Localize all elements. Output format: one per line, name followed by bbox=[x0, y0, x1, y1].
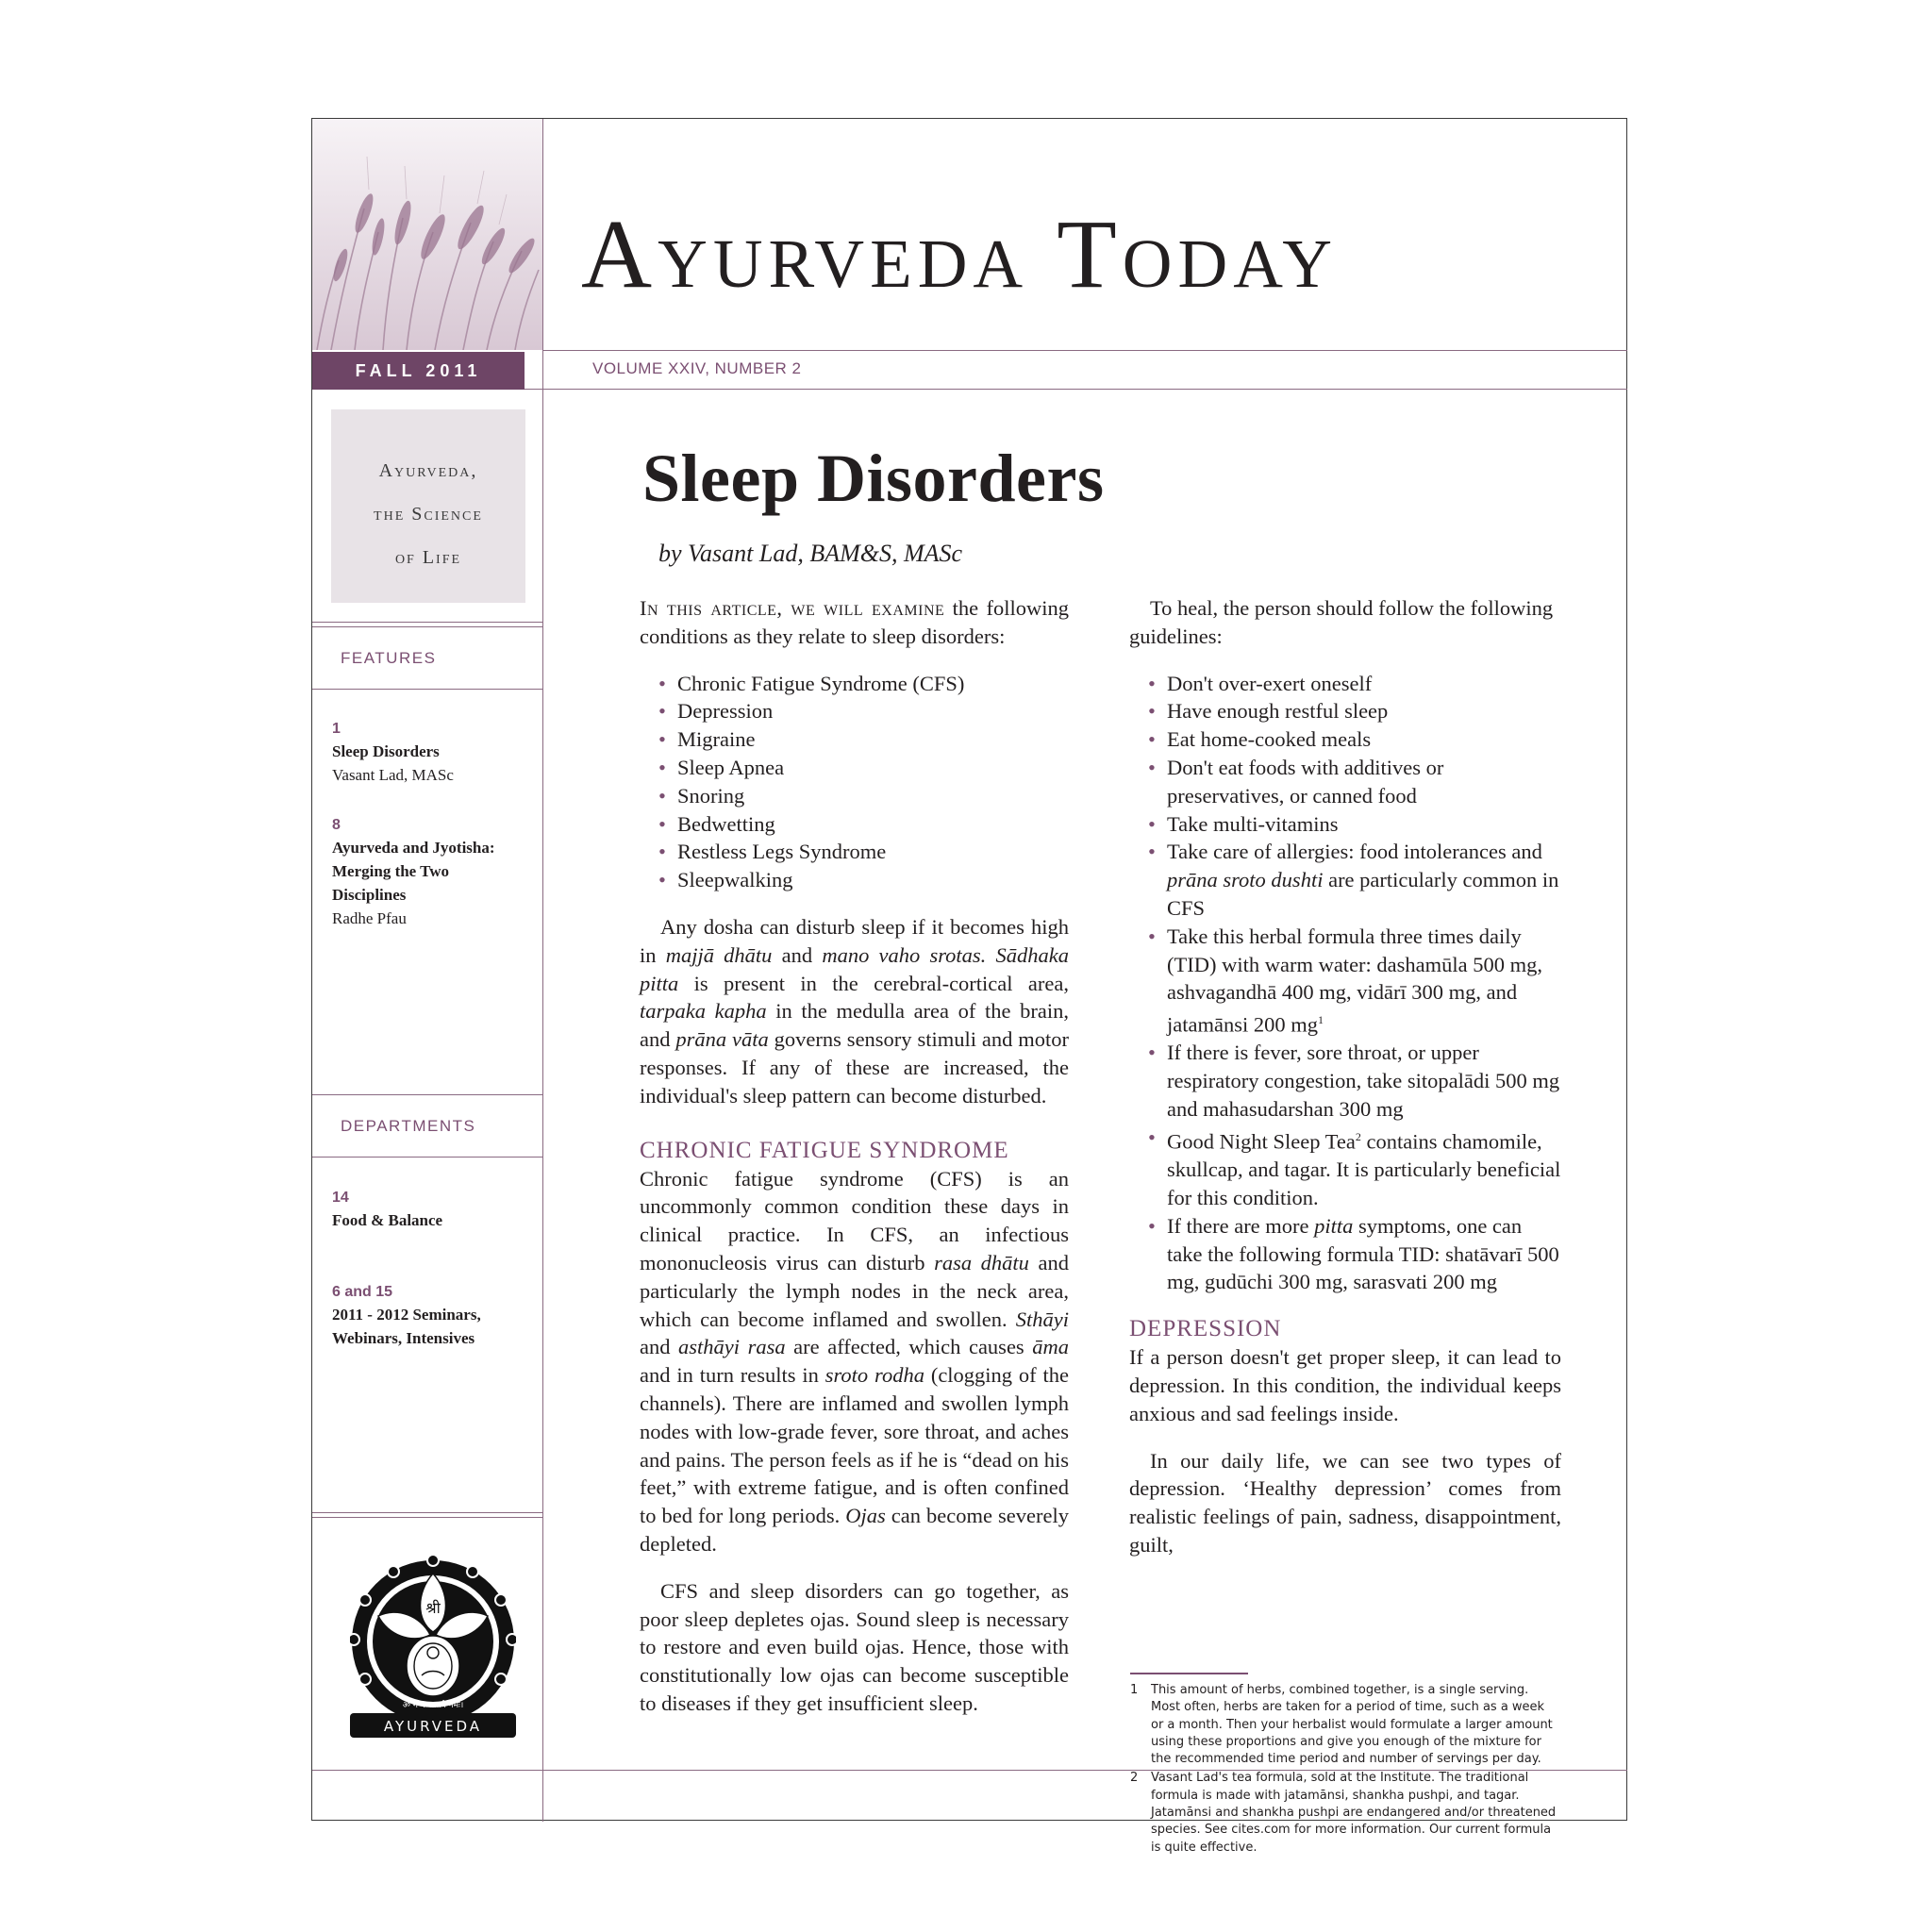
list-item: • If there is fever, sore throat, or upper respiratory congestion, take sitopalādi 500 mg and mahasudarshan 300 mg bbox=[1148, 1041, 1560, 1122]
depression-paragraph-1: If a person doesn't get proper sleep, it can lead to depression. In this condition, the individual keeps anxious and sad feelings inside. bbox=[1129, 1345, 1561, 1425]
article-title: Sleep Disorders bbox=[642, 441, 1105, 516]
tagline-line: of Life bbox=[394, 547, 462, 568]
section-heading-cfs: CHRONIC FATIGUE SYNDROME bbox=[640, 1137, 1009, 1163]
list-item: • Sleep Apnea bbox=[658, 755, 785, 779]
lotus-emblem-icon bbox=[350, 1555, 516, 1743]
list-item: • Bedwetting bbox=[658, 811, 775, 836]
toc-item-seminars[interactable] bbox=[332, 1282, 521, 1350]
cfs-paragraph-2: CFS and sleep disorders can go together, as poor sleep depletes ojas. Sound sleep is necessary to restore and even build ojas. Hence, those with constitutionally low ojas can become susceptible to diseases if they get insufficient sleep. bbox=[640, 1578, 1069, 1715]
footnote: 2 Vasant Lad's tea formula, sold at the Institute. The traditional formula is made with jatamānsi, shankha pushpi, and tagar. Jatamānsi and shankha pushpi are endangered and/or threatened species. See cites.com for more information. Our current formula is quite effective. bbox=[1130, 1771, 1557, 1855]
sidebar-rule-5b bbox=[312, 1517, 542, 1518]
toc-author: Radhe Pfau bbox=[332, 909, 407, 927]
toc-item-jyotisha[interactable] bbox=[332, 815, 521, 930]
wheat-illustration bbox=[312, 119, 542, 350]
list-item: • Good Night Sleep Tea$^2$ contains chamomile, skullcap, and tagar. It is particularly beneficial for this condition. bbox=[1148, 1124, 1561, 1209]
toc-author: Vasant Lad, MASc bbox=[332, 766, 454, 784]
article-byline: by Vasant Lad, BAM&S, MASc bbox=[658, 540, 963, 567]
toc-title: Food & Balance bbox=[332, 1211, 443, 1229]
section-heading-depression: DEPRESSION bbox=[1129, 1316, 1282, 1342]
toc-page-number: 1 bbox=[332, 721, 341, 737]
tagline-line: the Science bbox=[374, 504, 483, 525]
features-label: FEATURES bbox=[341, 649, 437, 667]
svg-text:ॐ गं गणपतये नमः।: ॐ गं गणपतये नमः। bbox=[402, 1701, 464, 1710]
season-badge: FALL 2011 bbox=[312, 352, 525, 390]
list-item: • Take this herbal formula three times daily (TID) with warm water: dashamūla 500 mg, ashvagandhā 400 mg, vidārī 300 mg, and jatamānsi 200 $mg^1$ bbox=[1148, 924, 1543, 1037]
article-column-right bbox=[1129, 594, 1561, 1578]
toc-title: Sleep Disorders bbox=[332, 742, 440, 760]
sidebar-rule-5a bbox=[312, 1512, 542, 1513]
sidebar-divider bbox=[542, 119, 543, 1822]
list-item: • Take multi-vitamins bbox=[1148, 811, 1339, 836]
list-item: • Restless Legs Syndrome bbox=[658, 840, 887, 864]
sidebar-rule-3 bbox=[312, 1094, 542, 1095]
svg-text:AYURVEDA: AYURVEDA bbox=[383, 1718, 483, 1735]
masthead-rule-top bbox=[542, 350, 1627, 351]
footnote: 1 This amount of herbs, combined together, is a single serving. Most often, herbs are taken for a period of time, such as a week or a month. Then your herbalist would formulate a larger amount using these proportions and give you enough of the mixture for the recommended time period and number of servings per day. bbox=[1130, 1683, 1553, 1767]
list-item: • Chronic Fatigue Syndrome (CFS) bbox=[658, 671, 965, 695]
list-item: • Snoring bbox=[658, 783, 745, 808]
svg-text:श्री: श्री bbox=[425, 1599, 441, 1617]
list-item: • Depression bbox=[658, 699, 774, 724]
guidelines-list bbox=[1148, 670, 1561, 1297]
heal-intro: To heal, the person should follow the following guidelines: bbox=[1129, 596, 1554, 648]
footnote-rule bbox=[1130, 1673, 1248, 1674]
sidebar-rule-4 bbox=[312, 1157, 542, 1158]
toc-title: 2011 - 2012 Seminars, Webinars, Intensives bbox=[332, 1306, 481, 1347]
newsletter-page bbox=[311, 118, 1627, 1855]
list-item: • Have enough restful sleep bbox=[1148, 699, 1389, 724]
intro-paragraph bbox=[640, 594, 1069, 651]
intro-text: the following conditions as they relate to sleep disorders: bbox=[640, 596, 1070, 648]
sidebar-rule-1b bbox=[312, 626, 542, 627]
list-item: • If there are more pitta symptoms, one can take the following formula TID: shatāvarī 500 mg, gudūchi 300 mg, sarasvati 200 mg bbox=[1148, 1213, 1559, 1294]
tagline-line: Ayurveda, bbox=[378, 460, 478, 481]
masthead-title: Ayurveda Today bbox=[581, 200, 1338, 308]
volume-number: VOLUME XXIV, NUMBER 2 bbox=[592, 359, 802, 377]
ayurveda-institute-logo bbox=[350, 1555, 516, 1743]
toc-item-food-balance[interactable] bbox=[332, 1188, 535, 1232]
list-item: • Eat home-cooked meals bbox=[1148, 727, 1372, 752]
list-item: • Migraine bbox=[658, 727, 756, 752]
toc-item-sleep-disorders[interactable] bbox=[332, 719, 535, 787]
wheat-photo bbox=[312, 119, 542, 350]
toc-page-number: 6 and 15 bbox=[332, 1284, 393, 1300]
tagline-box bbox=[331, 409, 525, 603]
article-column-left bbox=[640, 594, 1069, 1737]
toc-page-number: 8 bbox=[332, 817, 341, 833]
sidebar-rule-1a bbox=[312, 622, 542, 623]
list-item: • Take care of allergies: food intolerances and prāna sroto dushti are particularly common in CFS bbox=[1148, 840, 1559, 920]
departments-label: DEPARTMENTS bbox=[341, 1117, 476, 1135]
toc-title: Ayurveda and Jyotisha: Merging the Two Disciplines bbox=[332, 839, 495, 904]
dosha-paragraph: Any dosha can disturb sleep if it becomes high in majjā dhātu and mano vaho srotas. Sādhaka pitta is present in the cerebral-cortical area, tarpaka kapha in the medulla area of the brain, and prāna vāta governs sensory stimuli and motor responses. If any of these are increased, the individual's sleep pattern can become disturbed. bbox=[640, 914, 1069, 1108]
depression-paragraph-2: In our daily life, we can see two types of depression. ‘Healthy depression’ comes from realistic feelings of pain, sadness, disappointment, guilt, bbox=[1129, 1448, 1561, 1557]
list-item: • Sleepwalking bbox=[658, 868, 793, 892]
list-item: • Don't eat foods with additives or preservatives, or canned food bbox=[1148, 755, 1444, 808]
footnotes bbox=[1130, 1682, 1559, 1857]
intro-lead: In this article, we will examine bbox=[640, 596, 945, 620]
toc-page-number: 14 bbox=[332, 1190, 349, 1206]
conditions-list bbox=[658, 670, 1069, 894]
sidebar-rule-2 bbox=[312, 689, 542, 690]
cfs-paragraph: Chronic fatigue syndrome (CFS) is an uncommonly common condition these days in clinical practice. In CFS, an infectious mononucleosis virus can disturb rasa dhātu and particularly the lymph nodes in the neck area, which can become inflamed and swollen. Sthāyi and asthāyi rasa are affected, which causes āma and in turn results in sroto rodha (clogging of the channels). There are inflamed and swollen lymph nodes with low-grade fever, sore throat, and aches and pains. The person feels as if he is “dead on his feet,” with extreme fatigue, and is often confined to bed for long periods. Ojas can become severely depleted. bbox=[640, 1166, 1069, 1556]
list-item: • Don't over-exert oneself bbox=[1148, 671, 1373, 695]
